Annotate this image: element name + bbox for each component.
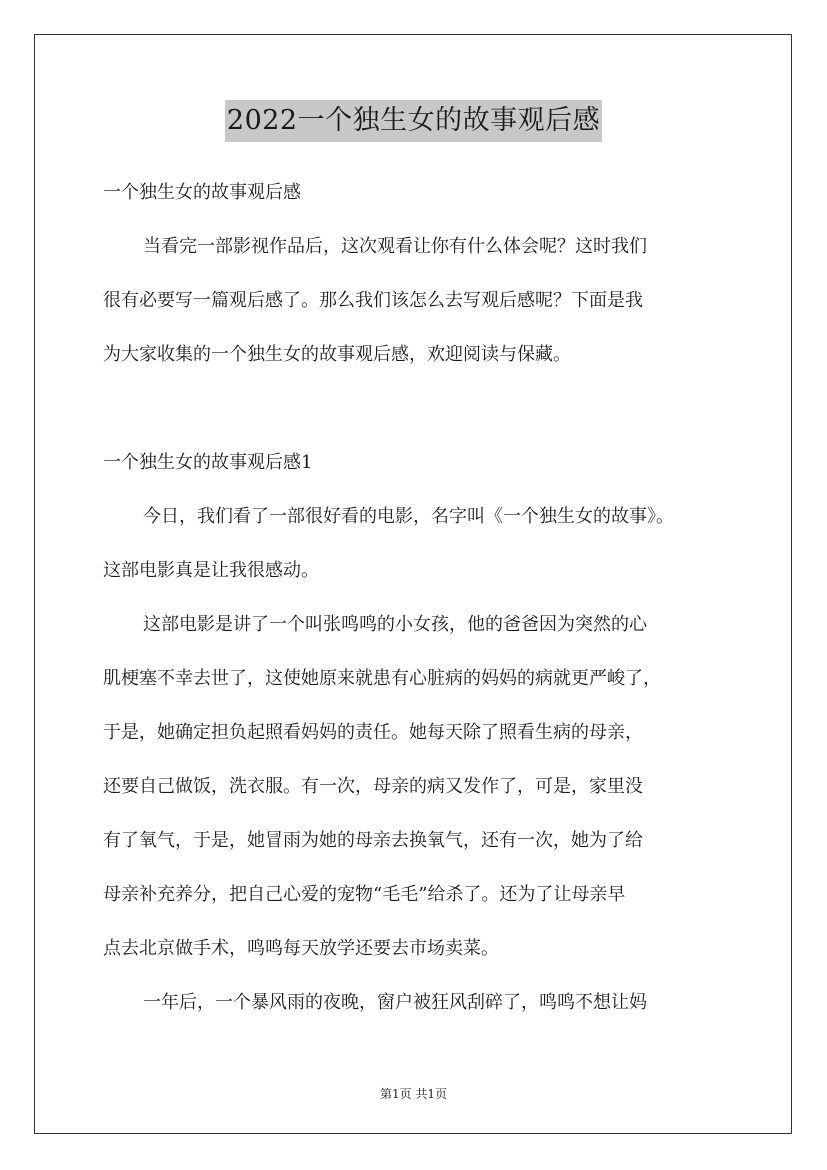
title-container: [0, 100, 827, 142]
body-line: 一年后，一个暴风雨的夜晚，窗户被狂风刮碎了，鸣鸣不想让妈: [143, 992, 647, 1013]
body-line: 于是，她确定担负起照看妈妈的责任。她每天除了照看生病的母亲，: [103, 722, 643, 743]
intro-line: 当看完一部影视作品后，这次观看让你有什么体会呢？这时我们: [143, 236, 647, 257]
body-line: 还要自己做饭，洗衣服。有一次，母亲的病又发作了，可是，家里没: [103, 776, 643, 797]
document-title: 2022一个独生女的故事观后感: [225, 100, 602, 142]
body-line: 有了氧气，于是，她冒雨为她的母亲去换氧气，还有一次，她为了给: [103, 830, 643, 851]
body-line: 这部电影真是让我很感动。: [103, 560, 319, 581]
body-line: 母亲补充养分，把自己心爱的宠物“毛毛”给杀了。还为了让母亲早: [103, 884, 626, 905]
section-heading: 一个独生女的故事观后感1: [103, 452, 313, 473]
subtitle: 一个独生女的故事观后感: [103, 182, 301, 203]
page-footer: 第1页 共1页: [379, 1087, 448, 1101]
body-line: 肌梗塞不幸去世了，这使她原来就患有心脏病的妈妈的病就更严峻了，: [103, 668, 661, 689]
body-line: 点去北京做手术，鸣鸣每天放学还要去市场卖菜。: [103, 938, 499, 959]
intro-line: 很有必要写一篇观后感了。那么我们该怎么去写观后感呢？下面是我: [103, 290, 643, 311]
body-line: 今日，我们看了一部很好看的电影，名字叫《一个独生女的故事》。: [143, 506, 674, 527]
intro-line: 为大家收集的一个独生女的故事观后感，欢迎阅读与保藏。: [103, 344, 571, 365]
body-line: 这部电影是讲了一个叫张鸣鸣的小女孩，他的爸爸因为突然的心: [143, 614, 647, 635]
